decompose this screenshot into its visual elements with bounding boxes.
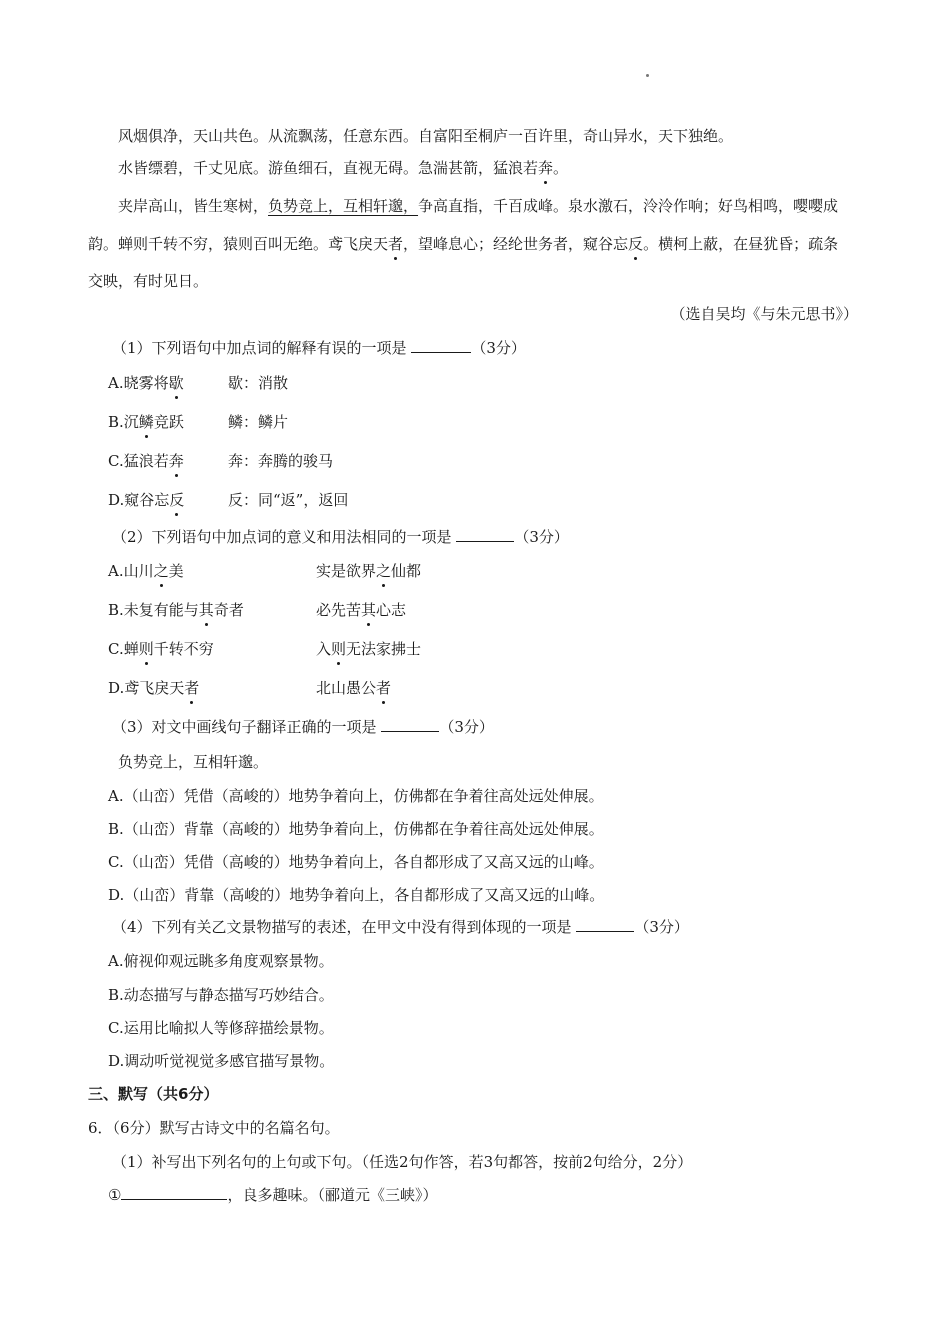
q3-option-a: A.（山峦）凭借（高峻的）地势争着向上，仿佛都在争着往高处远处伸展。: [108, 787, 604, 805]
q1-option-b-expl: 鳞：鳞片: [228, 413, 289, 431]
answer-blank: [456, 526, 514, 542]
q1-stem: （1）下列语句中加点词的解释有误的一项是 （3分）: [112, 339, 526, 357]
q2-option-b-right: 必先苦其心志: [316, 601, 407, 619]
passage-line-3: 夹岸高山，皆生寒树，负势竞上，互相轩邈，争高直指，千百成峰。泉水激石，泠泠作响；好鸟相鸣，嘤嘤成: [118, 197, 839, 215]
answer-blank: [576, 916, 634, 932]
passage-line-2: 水皆缥碧，千丈见底。游鱼细石，直视无碍。急湍甚箭，猛浪若奔。: [118, 159, 569, 177]
q2-stem: （2）下列语句中加点词的意义和用法相同的一项是 （3分）: [112, 528, 569, 546]
passage-line-4: 韵。蝉则千转不穷，猿则百叫无绝。鸢飞戾天者，望峰息心；经纶世务者，窥谷忘反。横柯上蔽，在昼犹昏；疏条: [88, 235, 839, 253]
q6-1-item-1: ① ，良多趣味。（郦道元《三峡》）: [108, 1186, 438, 1204]
q3-option-c: C.（山峦）凭借（高峻的）地势争着向上，各自都形成了又高又远的山峰。: [108, 853, 604, 871]
q4-option-a: A.俯视仰观远眺多角度观察景物。: [108, 952, 334, 970]
q3-option-d: D.（山峦）背靠（高峻的）地势争着向上，各自都形成了又高又远的山峰。: [108, 886, 605, 904]
page-speck: [646, 74, 649, 77]
q4-option-c: C.运用比喻拟人等修辞描绘景物。: [108, 1019, 334, 1037]
q4-stem: （4）下列有关乙文景物描写的表述，在甲文中没有得到体现的一项是 （3分）: [112, 918, 689, 936]
passage-source: （选自吴均《与朱元思书》）: [670, 305, 858, 323]
section-heading: 三、默写（共6分）: [88, 1085, 219, 1103]
q2-option-d-right: 北山愚公者: [316, 679, 392, 697]
q2-option-a-left: A.山川之美: [108, 562, 184, 580]
q3-option-b: B.（山峦）背靠（高峻的）地势争着向上，仿佛都在争着往高处远处伸展。: [108, 820, 604, 838]
q3-stem: （3）对文中画线句子翻译正确的一项是 （3分）: [112, 718, 494, 736]
q1-option-a: A.晓雾将歇: [108, 374, 184, 392]
passage-line-1: 风烟俱净，天山共色。从流飘荡，任意东西。自富阳至桐庐一百许里，奇山异水，天下独绝。: [118, 127, 734, 145]
answer-blank: [381, 716, 439, 732]
q2-option-a-right: 实是欲界之仙都: [316, 562, 422, 580]
q6-1-stem: （1）补写出下列名句的上句或下句。（任选2句作答，若3句都答，按前2句给分，2分）: [112, 1153, 693, 1171]
dotted-char: 奔: [538, 159, 554, 177]
q2-option-c-left: C.蝉则千转不穷: [108, 640, 214, 658]
q2-option-c-right: 入则无法家拂士: [316, 640, 422, 658]
q4-option-d: D.调动听觉视觉多感官描写景物。: [108, 1052, 335, 1070]
q2-option-b-left: B.未复有能与其奇者: [108, 601, 244, 619]
q2-option-d-left: D.鸢飞戾天者: [108, 679, 200, 697]
q3-quote: 负势竞上，互相轩邈。: [118, 753, 269, 771]
answer-blank: [411, 337, 471, 353]
dotted-char: 反: [628, 235, 644, 253]
q1-option-c-expl: 奔：奔腾的骏马: [228, 452, 334, 470]
passage-line-5: 交映，有时见日。: [88, 272, 209, 290]
q4-option-b: B.动态描写与静态描写巧妙结合。: [108, 986, 334, 1004]
dotted-char: 者: [388, 235, 404, 253]
q1-option-a-expl: 歇：消散: [228, 374, 289, 392]
q1-option-c: C.猛浪若奔: [108, 452, 184, 470]
q1-option-b: B.沉鳞竞跃: [108, 413, 184, 431]
answer-blank: [121, 1184, 227, 1200]
q6-stem: 6．（6分）默写古诗文中的名篇名句。: [88, 1119, 340, 1137]
underlined-sentence: 负势竞上，互相轩邈，: [268, 197, 419, 215]
q1-option-d-expl: 反：同“返”，返回: [228, 491, 349, 509]
q1-option-d: D.窥谷忘反: [108, 491, 185, 509]
